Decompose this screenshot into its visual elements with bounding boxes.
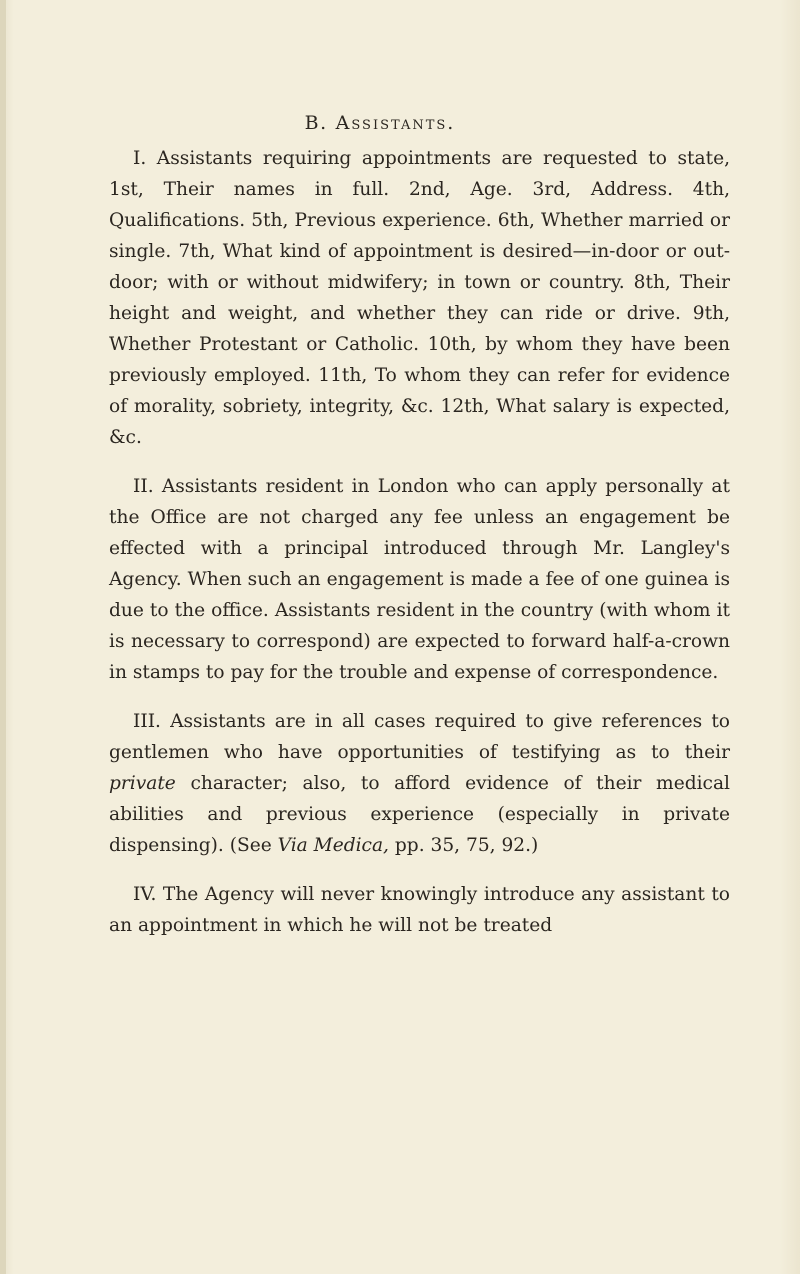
paragraph-3-part-1: III. Assistants are in all cases required to give references to gentlemen who have opportunities of testifying as to their <box>109 711 730 763</box>
page-edge <box>0 0 6 1274</box>
paragraph-4: IV. The Agency will never knowingly introduce any assistant to an appointment in which he will not be treated <box>109 884 730 936</box>
paragraph-3-emphasis-via-medica: Via Medica, <box>277 835 389 856</box>
section-heading <box>0 112 760 134</box>
paragraph-3-part-2: character; also, to afford evidence of their medical abilities and previous experience (especially in private dispensing). (See <box>109 773 730 856</box>
paragraph-3 <box>109 706 730 861</box>
section-letter: B. <box>304 112 328 134</box>
section-title: Assistants. <box>335 112 456 134</box>
paragraph-3-part-3: pp. 35, 75, 92.) <box>388 835 539 856</box>
paragraph-1: I. Assistants requiring appointments are requested to state, 1st, Their names in full. 2nd, Age. 3rd, Address. 4th, Qualifications. 5th, Previous experience. 6th, Whether married or single. 7th, What kind of appointment is desired—in-door or out-door; with or without midwifery; in town or country. 8th, Their height and weight, and whether they can ride or drive. 9th, Whether Protestant or Catholic. 10th, by whom they have been previously employed. 11th, To whom they can refer for evidence of morality, sobriety, integrity, &c. 12th, What salary is expected, &c. <box>109 148 730 448</box>
body-text <box>109 143 730 941</box>
paragraph-2: II. Assistants resident in London who can apply personally at the Office are not charged any fee unless an engagement be effected with a principal introduced through Mr. Langley's Agency. When such an engagement is made a fee of one guinea is due to the office. Assistants resident in the country (with whom it is necessary to correspond) are expected to forward half-a-crown in stamps to pay for the trouble and expense of correspondence. <box>109 476 730 683</box>
paragraph-3-emphasis-private: private <box>109 773 176 794</box>
